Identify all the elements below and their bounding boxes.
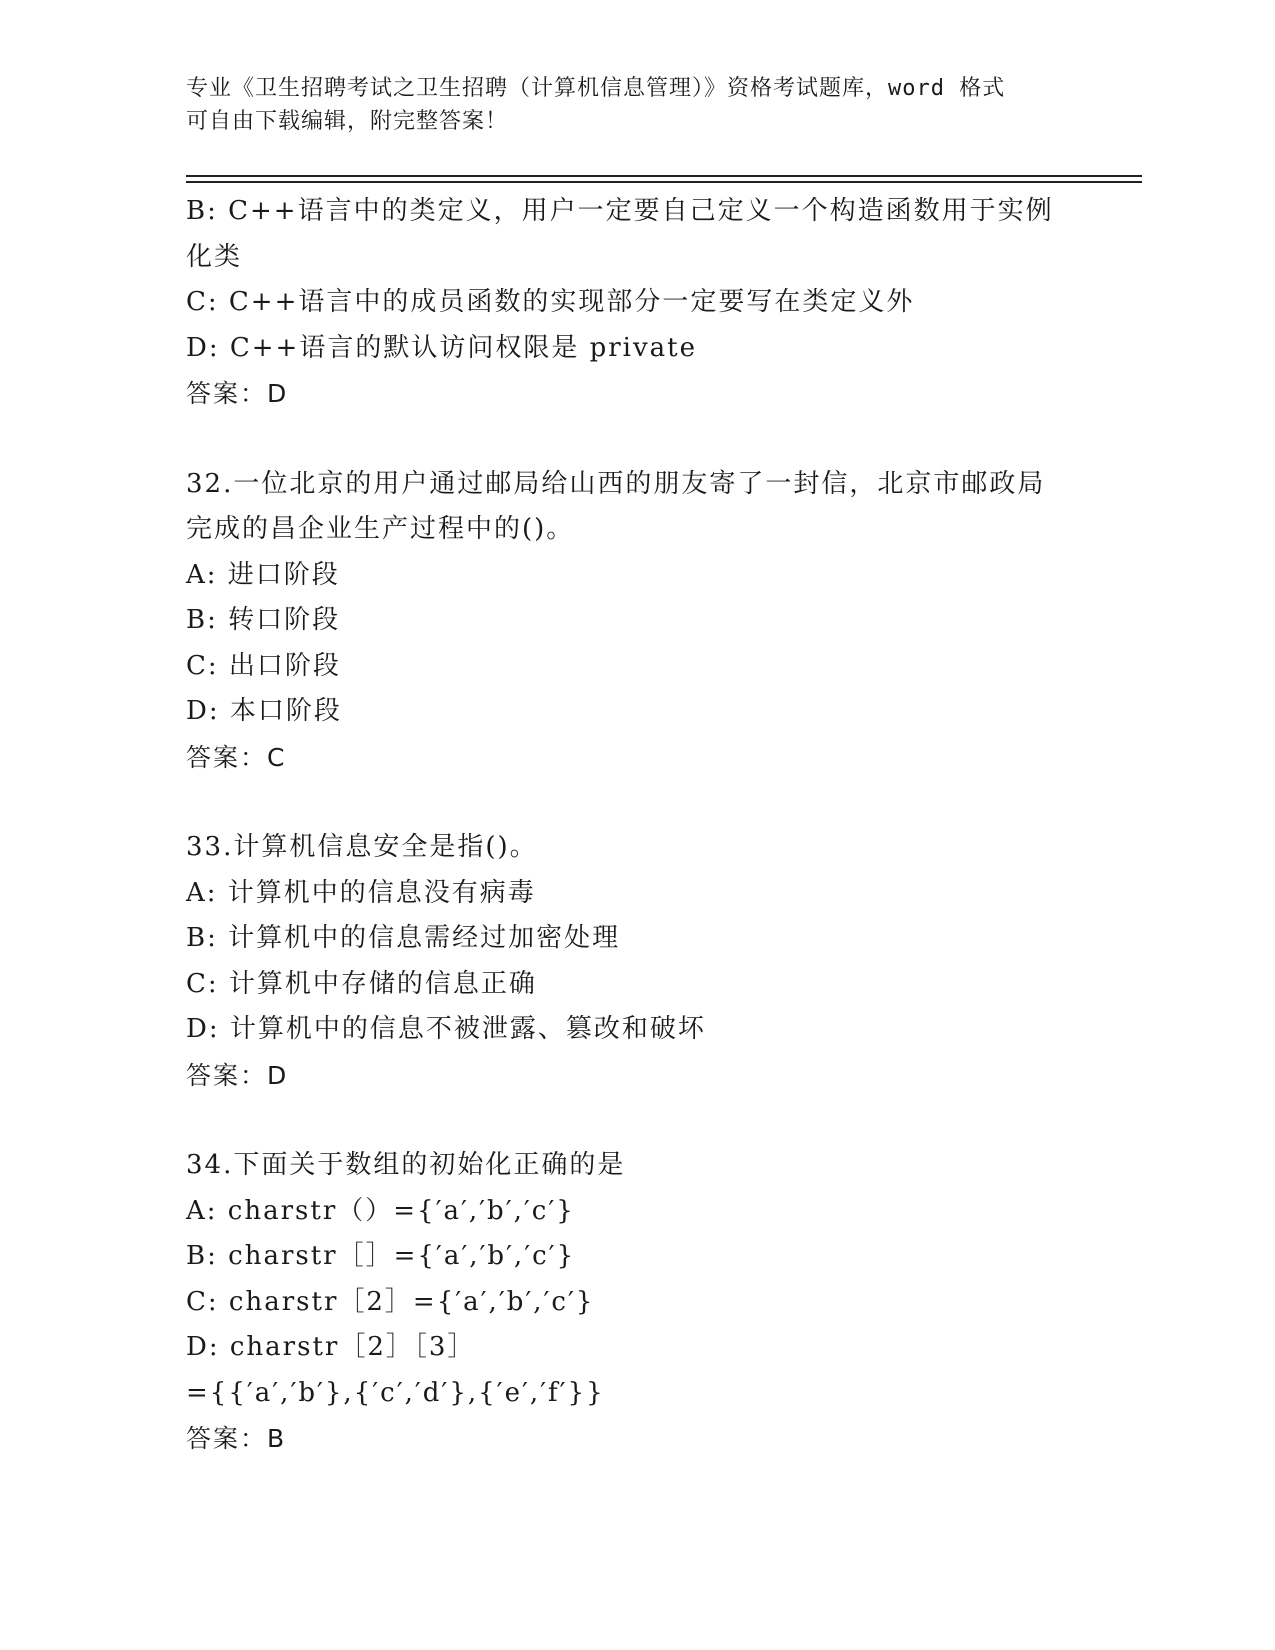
- question-list: [186, 189, 1086, 1462]
- option-d: D: 计算机中的信息不被泄露、篡改和破坏: [186, 1014, 706, 1044]
- document-header: [186, 72, 1086, 138]
- question-33: [186, 825, 1086, 1098]
- option-d-line-1: D: charstr［2］［3］: [186, 1332, 476, 1362]
- question-34: [186, 1143, 1086, 1462]
- option-a: A: charstr（）={′a′,′b′,′c′}: [186, 1195, 575, 1226]
- question-stem-line-1: 32.一位北京的用户通过邮局给山西的朋友寄了一封信，北京市邮政局: [186, 468, 1046, 499]
- answer: 答案：B: [186, 1424, 287, 1453]
- option-c: C: 出口阶段: [186, 650, 341, 681]
- option-c: C: charstr［2］={′a′,′b′,′c′}: [186, 1286, 595, 1317]
- spacer: [186, 417, 1086, 462]
- option-d: D: 本口阶段: [186, 696, 342, 726]
- option-b-line-1: B: C++语言中的类定义，用户一定要自己定义一个构造函数用于实例: [186, 196, 1054, 226]
- spacer: [186, 1098, 1086, 1143]
- answer: 答案：D: [186, 379, 289, 408]
- option-b: B: 转口阶段: [186, 605, 341, 635]
- answer: 答案：C: [186, 742, 287, 772]
- spacer: [186, 780, 1086, 825]
- option-d: D: C++语言的默认访问权限是 private: [186, 332, 698, 363]
- answer: 答案：D: [186, 1060, 289, 1090]
- question-stem: 33.计算机信息安全是指()。: [186, 832, 538, 862]
- header-line-2: 可自由下载编辑，附完整答案！: [186, 109, 509, 134]
- header-line-1: 专业《卫生招聘考试之卫生招聘（计算机信息管理）》资格考试题库，word 格式: [186, 76, 1006, 101]
- question-31: [186, 189, 1086, 417]
- question-stem: 34.下面关于数组的初始化正确的是: [186, 1150, 626, 1180]
- option-a: A: 进口阶段: [186, 559, 340, 590]
- question-stem-line-2: 完成的昌企业生产过程中的()。: [186, 514, 575, 544]
- option-c: C: C++语言中的成员函数的实现部分一定要写在类定义外: [186, 287, 915, 317]
- question-32: [186, 462, 1086, 781]
- option-d-line-2: ={{′a′,′b′},{′c′,′d′},{′e′,′f′}}: [186, 1377, 605, 1408]
- header-rule-top: [186, 175, 1142, 177]
- option-c: C: 计算机中存储的信息正确: [186, 968, 537, 999]
- option-b: B: charstr［］={′a′,′b′,′c′}: [186, 1241, 576, 1271]
- header-rule-bottom: [186, 181, 1142, 183]
- option-b: B: 计算机中的信息需经过加密处理: [186, 923, 621, 953]
- option-b-line-2: 化类: [186, 241, 243, 272]
- option-a: A: 计算机中的信息没有病毒: [186, 877, 536, 908]
